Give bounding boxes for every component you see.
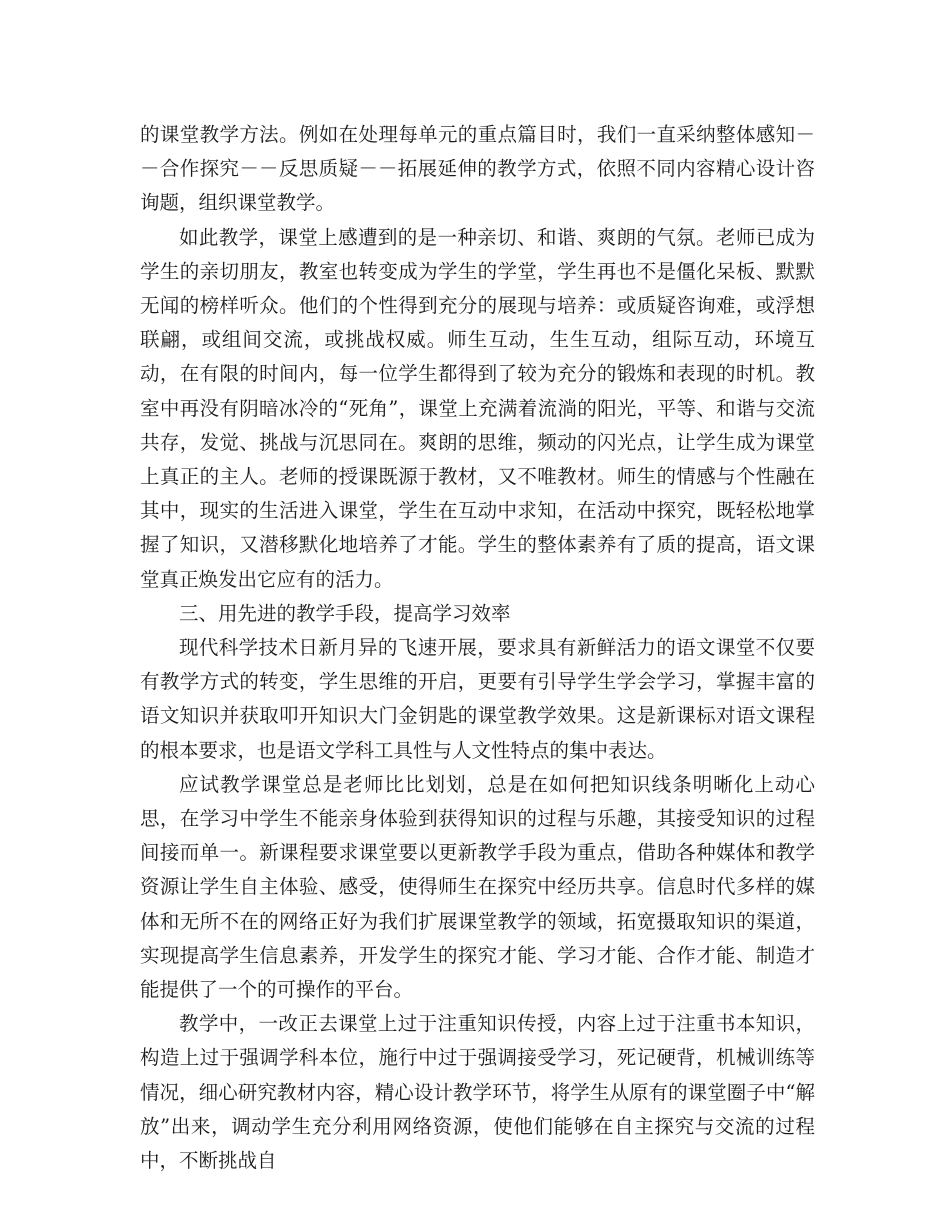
paragraph-classroom-atmosphere: 如此教学，课堂上感遭到的是一种亲切、和谐、爽朗的气氛。老师已成为学生的亲切朋友，教室也转变成为学生的学堂，学生再也不是僵化呆板、默默无闻的榜样听众。他们的个性得到充分的展现与培养：或质疑咨询难，或浮想联翩，或组间交流，或挑战权威。师生互动，生生互动，组际互动，环境互动，在有限的时间内，每一位学生都得到了较为充分的锻炼和表现的时机。教室中再没有阴暗冰冷的“死角”，课堂上充满着流淌的阳光，平等、和谐与交流共存，发觉、挑战与沉思同在。爽朗的思维，频动的闪光点，让学生成为课堂上真正的主人。老师的授课既源于教材，又不唯教材。师生的情感与个性融在其中，现实的生活进入课堂，学生在互动中求知，在活动中探究，既轻松地掌握了知识，又潜移默化地培养了才能。学生的整体素养有了质的提高，语文课堂真正焕发出它应有的活力。 bbox=[140, 225, 815, 591]
paragraph-modern-technology: 现代科学技术日新月异的飞速开展，要求具有新鲜活力的语文课堂不仅要有教学方式的转变，学生思维的开启，更要有引导学生学会学习，掌握丰富的语文知识并获取叩开知识大门金钥匙的课堂教学效果。这是新课标对语文课程的根本要求，也是语文学科工具性与人文性特点的集中表达。 bbox=[140, 636, 815, 762]
paragraph-continuation: 的课堂教学方法。例如在处理每单元的重点篇目时，我们一直采纳整体感知－－合作探究－－反思质疑－－拓展延伸的教学方式，依照不同内容精心设计咨询题，组织课堂教学。 bbox=[140, 123, 815, 215]
section-heading-advanced-teaching-means: 三、用先进的教学手段，提高学习效率 bbox=[179, 601, 511, 625]
paragraph-exam-oriented-teaching: 应试教学课堂总是老师比比划划，总是在如何把知识线条明晰化上动心思，在学习中学生不能亲身体验到获得知识的过程与乐趣，其接受知识的过程间接而单一。新课程要求课堂要以更新教学手段为重点，借助各种媒体和教学资源让学生自主体验、感受，使得师生在探究中经历共享。信息时代多样的媒体和无所不在的网络正好为我们扩展课堂教学的领域，拓宽摄取知识的渠道，实现提高学生信息素养，开发学生的探究才能、学习才能、合作才能、制造才能提供了一个的可操作的平台。 bbox=[140, 772, 815, 1002]
document-body bbox=[140, 118, 815, 1178]
paragraph-teaching-reform: 教学中，一改正去课堂上过于注重知识传授，内容上过于注重书本知识，构造上过于强调学科本位，施行中过于强调接受学习，死记硬背，机械训练等情况，细心研究教材内容，精心设计教学环节，将学生从原有的课堂圈子中“解放”出来，调动学生充分利用网络资源，使他们能够在自主探究与交流的过程中，不断挑战自 bbox=[140, 1012, 815, 1173]
